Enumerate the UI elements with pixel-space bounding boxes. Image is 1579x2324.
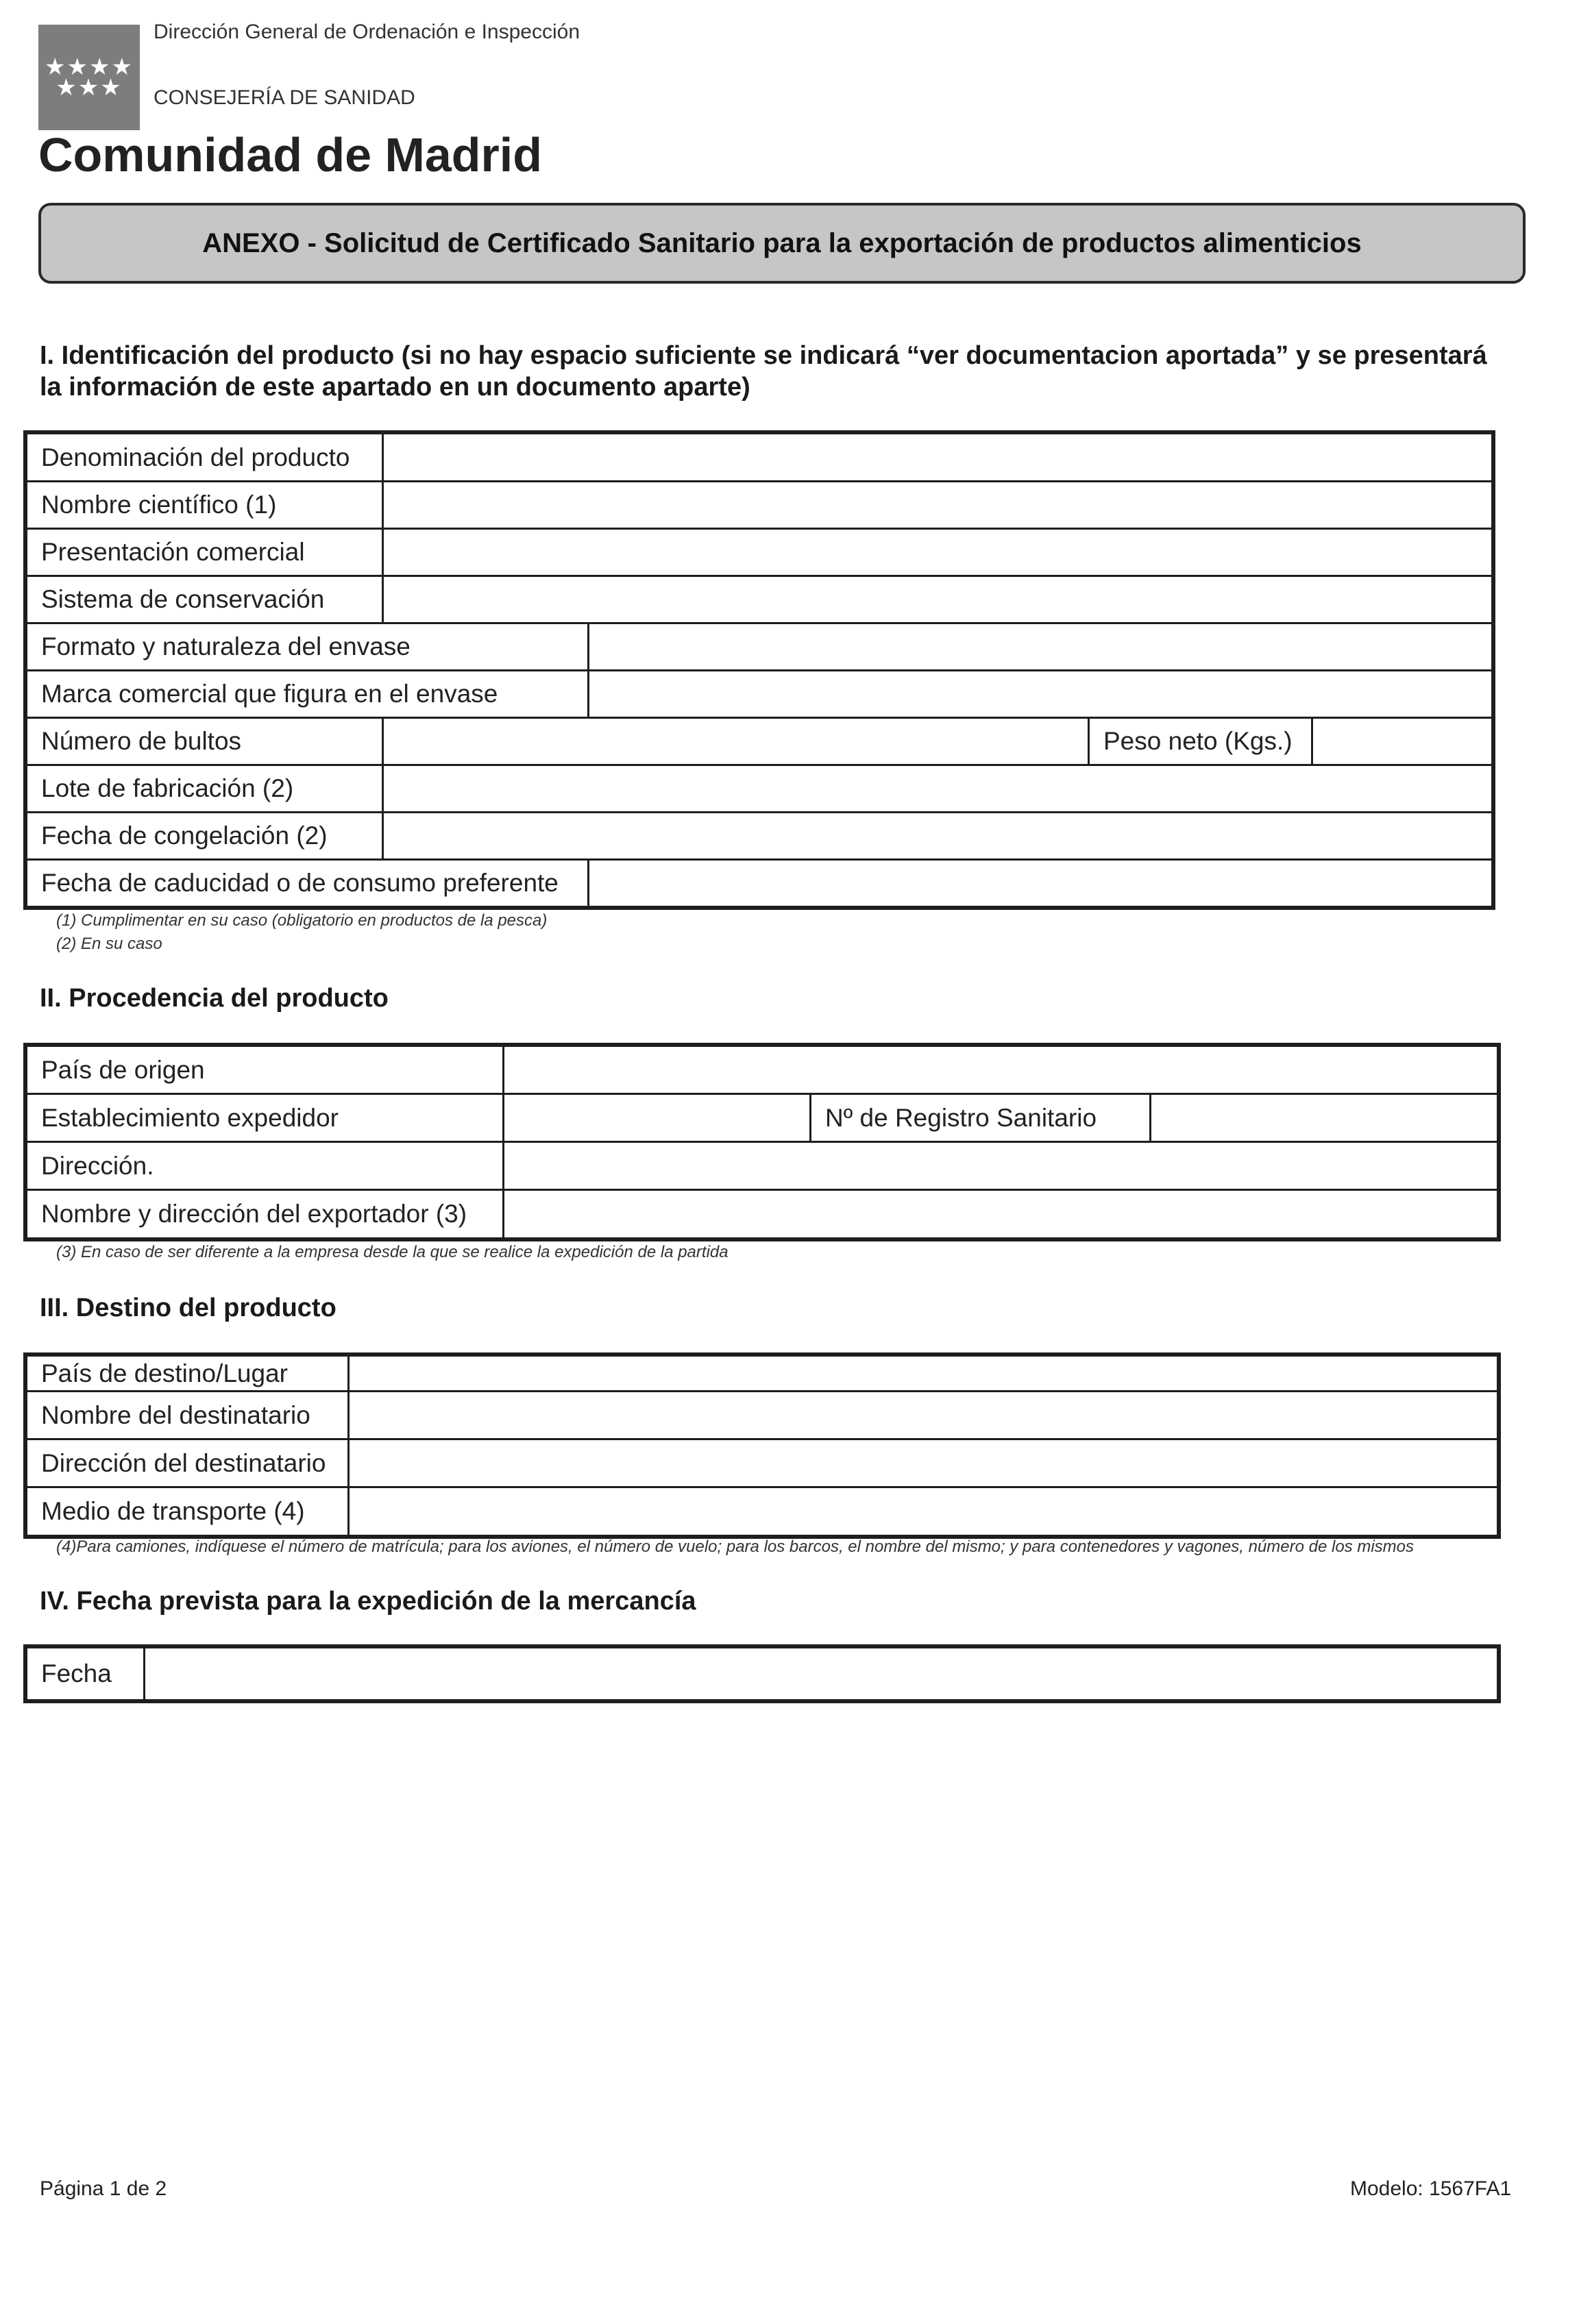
table-row: [27, 813, 1495, 861]
section4-heading: IV. Fecha prevista para la expedición de la mercancía: [40, 1587, 696, 1616]
table-row: [27, 861, 1495, 910]
input-bultos[interactable]: [384, 719, 1090, 764]
input-pais-origen[interactable]: [504, 1047, 1501, 1093]
consejeria: CONSEJERÍA DE SANIDAD: [154, 86, 415, 109]
comunidad-title: Comunidad de Madrid: [38, 128, 542, 182]
logo-stars-bottom: ★★★: [56, 75, 123, 101]
comunidad-logo: [38, 25, 140, 130]
label-bultos: Número de bultos: [27, 719, 384, 764]
table-row: [27, 1392, 1501, 1440]
label-fecha: Fecha: [27, 1648, 145, 1699]
table-row: [27, 577, 1495, 624]
table-row: [27, 719, 1495, 766]
section2-heading: II. Procedencia del producto: [40, 984, 389, 1013]
input-registro[interactable]: [1151, 1095, 1501, 1141]
input-presentacion[interactable]: [384, 530, 1495, 575]
input-establecimiento[interactable]: [504, 1095, 811, 1141]
label-nombre-cientifico: Nombre científico (1): [27, 482, 384, 528]
label-denominacion: Denominación del producto: [27, 434, 384, 480]
input-nombre-cientifico[interactable]: [384, 482, 1495, 528]
input-direccion-destinatario[interactable]: [350, 1440, 1501, 1486]
label-conservacion: Sistema de conservación: [27, 577, 384, 622]
table-row: [27, 1357, 1501, 1392]
input-exportador[interactable]: [504, 1191, 1501, 1237]
input-destinatario[interactable]: [350, 1392, 1501, 1438]
label-marca: Marca comercial que figura en el envase: [27, 671, 589, 717]
form-title-banner: ANEXO - Solicitud de Certificado Sanitario para la exportación de productos alimenticios: [38, 203, 1526, 284]
input-peso[interactable]: [1313, 719, 1495, 764]
input-conservacion[interactable]: [384, 577, 1495, 622]
label-peso: Peso neto (Kgs.): [1090, 719, 1313, 764]
table-row: [27, 530, 1495, 577]
table-row: [27, 624, 1495, 671]
table-row: [27, 1095, 1501, 1143]
table-row: [27, 671, 1495, 719]
product-identification-table: [23, 430, 1495, 910]
logo-stars-top: ★★★★: [45, 54, 134, 80]
shipment-date-table: [23, 1644, 1501, 1703]
label-congelacion: Fecha de congelación (2): [27, 813, 384, 858]
footnote-3: (3) En caso de ser diferente a la empresa desde la que se realice la expedición de la partida: [56, 1243, 729, 1261]
label-exportador: Nombre y dirección del exportador (3): [27, 1191, 504, 1237]
input-lote[interactable]: [384, 766, 1495, 811]
input-fecha[interactable]: [145, 1648, 1501, 1699]
input-formato[interactable]: [589, 624, 1495, 669]
label-destinatario: Nombre del destinatario: [27, 1392, 350, 1438]
footnote-4: (4)Para camiones, indíquese el número de matrícula; para los aviones, el número de vuelo; para los barcos, el nombre del mismo; y para contenedores y vagones, número de los mismos: [56, 1537, 1415, 1556]
table-row: [27, 1488, 1501, 1539]
product-origin-table: [23, 1043, 1501, 1241]
footnote-2: (2) En su caso: [56, 935, 162, 953]
label-direccion: Dirección.: [27, 1143, 504, 1189]
input-caducidad[interactable]: [589, 861, 1495, 906]
label-pais-destino: País de destino/Lugar: [27, 1357, 350, 1390]
input-marca[interactable]: [589, 671, 1495, 717]
table-row: [27, 1191, 1501, 1241]
page-number: Página 1 de 2: [40, 2177, 167, 2200]
section1-heading: I. Identificación del producto (si no hay espacio suficiente se indicará “ver documentacion aportada” y se presentará la información de este apartado en un documento aparte): [40, 341, 1487, 401]
section3-heading: III. Destino del producto: [40, 1294, 336, 1322]
label-direccion-destinatario: Dirección del destinatario: [27, 1440, 350, 1486]
table-row: [27, 1440, 1501, 1488]
product-destination-table: [23, 1352, 1501, 1539]
table-row: [27, 434, 1495, 482]
table-row: [27, 1648, 1501, 1703]
label-establecimiento: Establecimiento expedidor: [27, 1095, 504, 1141]
table-row: [27, 766, 1495, 813]
table-row: [27, 1047, 1501, 1095]
direccion-general: Dirección General de Ordenación e Inspección: [154, 21, 580, 43]
table-row: [27, 482, 1495, 530]
label-pais-origen: País de origen: [27, 1047, 504, 1093]
label-presentacion: Presentación comercial: [27, 530, 384, 575]
model-code: Modelo: 1567FA1: [1350, 2177, 1512, 2200]
label-transporte: Medio de transporte (4): [27, 1488, 350, 1535]
input-transporte[interactable]: [350, 1488, 1501, 1535]
input-pais-destino[interactable]: [350, 1357, 1501, 1390]
label-caducidad: Fecha de caducidad o de consumo preferente: [27, 861, 589, 906]
table-row: [27, 1143, 1501, 1191]
input-congelacion[interactable]: [384, 813, 1495, 858]
label-registro: Nº de Registro Sanitario: [811, 1095, 1151, 1141]
label-lote: Lote de fabricación (2): [27, 766, 384, 811]
input-direccion[interactable]: [504, 1143, 1501, 1189]
footnote-1: (1) Cumplimentar en su caso (obligatorio en productos de la pesca): [56, 911, 548, 930]
input-denominacion[interactable]: [384, 434, 1495, 480]
label-formato: Formato y naturaleza del envase: [27, 624, 589, 669]
